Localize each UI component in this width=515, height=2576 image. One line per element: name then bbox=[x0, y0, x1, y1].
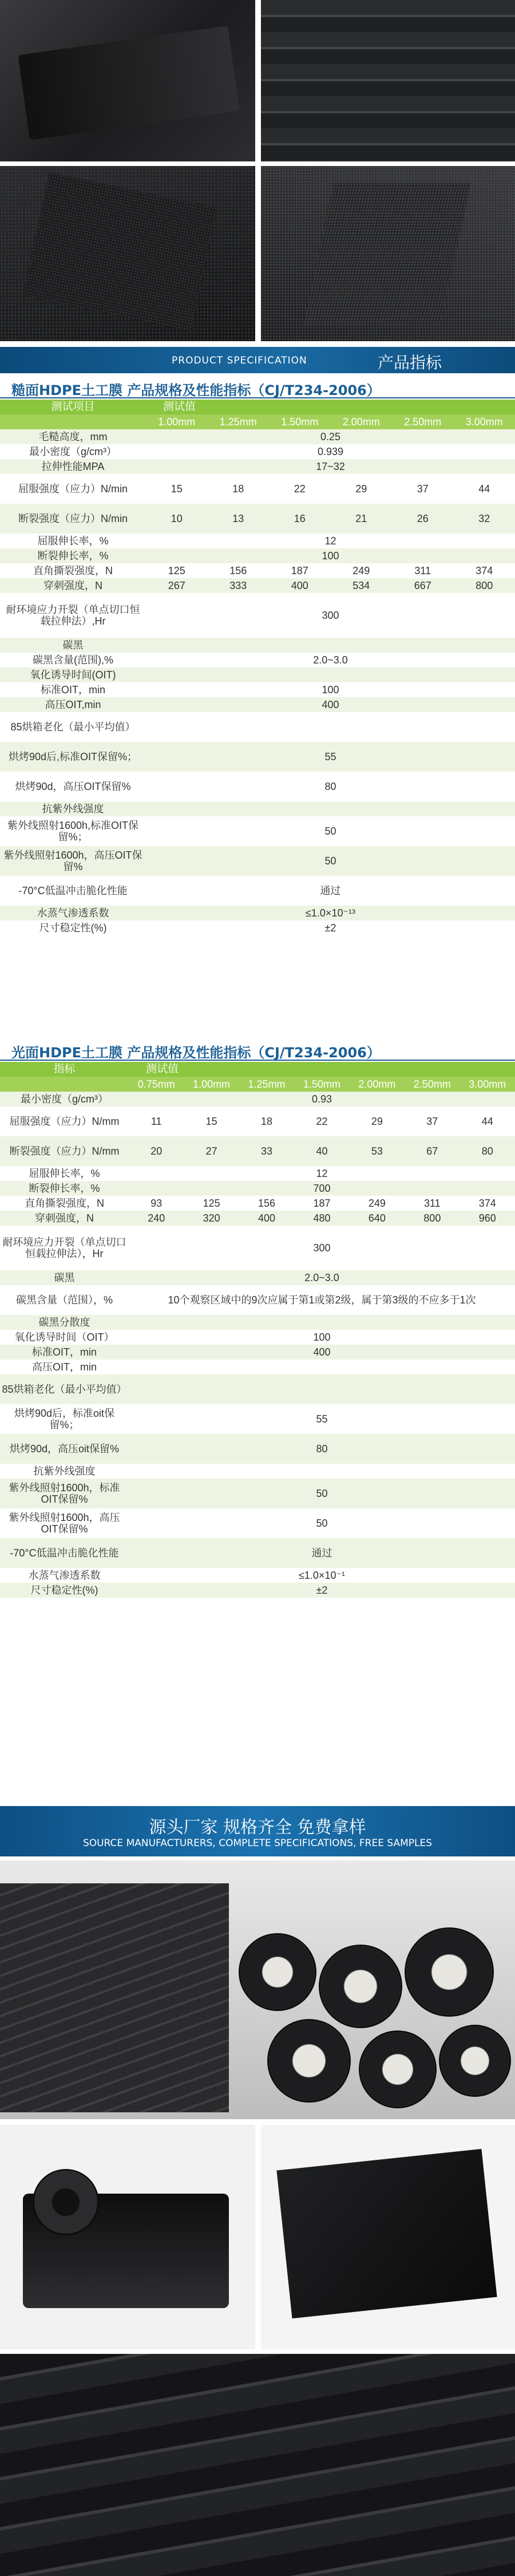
row-value-cell: 667 bbox=[392, 578, 454, 593]
row-label-cell: 断裂强度（应力）N/mm bbox=[0, 1136, 129, 1166]
row-value-cell: 26 bbox=[392, 504, 454, 534]
table-row bbox=[0, 816, 515, 846]
row-label-cell: 氧化诱导时间（OIT） bbox=[0, 1330, 129, 1345]
table-row bbox=[0, 444, 515, 459]
table-row bbox=[0, 548, 515, 563]
row-value-cell: 187 bbox=[294, 1196, 349, 1211]
row-value-cell: 15 bbox=[146, 474, 208, 504]
thickness-cell: 2.50mm bbox=[392, 414, 454, 429]
row-value-cell: 249 bbox=[331, 563, 393, 578]
warehouse-rolls-photo bbox=[0, 1860, 515, 2119]
row-span-cell bbox=[146, 667, 515, 682]
header-item-cell: 指标 bbox=[0, 1062, 129, 1077]
table-row bbox=[0, 1568, 515, 1583]
table-row bbox=[0, 920, 515, 935]
row-span-cell: ±2 bbox=[146, 920, 515, 935]
row-span-cell: ±2 bbox=[129, 1583, 515, 1598]
row-label-cell: 水蒸气渗透系数 bbox=[0, 906, 146, 920]
spec-banner-en: PRODUCT SPECIFICATION bbox=[172, 355, 307, 366]
product-spec-banner bbox=[0, 347, 515, 373]
table-row bbox=[0, 429, 515, 444]
table-row bbox=[0, 1464, 515, 1479]
row-value-cell: 18 bbox=[239, 1107, 294, 1136]
table-row bbox=[0, 697, 515, 712]
row-label-cell: 断裂强度（应力）N/min bbox=[0, 504, 146, 534]
row-label-cell: 耐环境应力开裂（单点切口恒载拉伸法）,Hr bbox=[0, 593, 146, 638]
table-row bbox=[0, 712, 515, 742]
table-row bbox=[0, 876, 515, 906]
row-label-cell: 断裂伸长率，% bbox=[0, 1181, 129, 1196]
header-item-cell: 测试项目 bbox=[0, 400, 146, 414]
textured-spec-table bbox=[0, 400, 515, 935]
row-span-cell: 17~32 bbox=[146, 459, 515, 474]
table-row bbox=[0, 1107, 515, 1136]
row-label-cell: 穿刺强度，N bbox=[0, 1211, 129, 1226]
table-row bbox=[0, 772, 515, 801]
row-span-cell: 0.25 bbox=[146, 429, 515, 444]
row-label-cell: 紫外线照射1600h,标准OIT保留%； bbox=[0, 816, 146, 846]
thickness-cell: 1.25mm bbox=[208, 414, 270, 429]
row-label-cell: 毛糙高度，mm bbox=[0, 429, 146, 444]
row-label-cell: 紫外线照射1600h，标准OIT保留% bbox=[0, 1479, 129, 1508]
row-span-cell: 400 bbox=[129, 1345, 515, 1360]
thickness-blank-cell bbox=[0, 414, 146, 429]
table-row bbox=[0, 638, 515, 653]
row-label-cell: 紫外线照射1600h，高压OIT保留% bbox=[0, 1508, 129, 1538]
row-span-cell bbox=[129, 1374, 515, 1404]
row-label-cell: -70°C低温冲击脆化性能 bbox=[0, 1538, 129, 1568]
row-value-cell: 125 bbox=[184, 1196, 239, 1211]
thickness-cell: 1.50mm bbox=[269, 414, 331, 429]
header-value-cell: 测试值 bbox=[146, 400, 515, 414]
row-span-cell: 0.93 bbox=[129, 1092, 515, 1107]
row-value-cell: 800 bbox=[405, 1211, 459, 1226]
row-label-cell: 屈服强度（应力）N/mm bbox=[0, 1107, 129, 1136]
row-value-cell: 800 bbox=[454, 578, 515, 593]
table-row bbox=[0, 578, 515, 593]
table2-title-row bbox=[0, 1038, 515, 1061]
row-span-cell: 80 bbox=[129, 1434, 515, 1464]
row-value-cell: 374 bbox=[454, 563, 515, 578]
row-label-cell: -70°C低温冲击脆化性能 bbox=[0, 876, 146, 906]
row-span-cell: 400 bbox=[146, 697, 515, 712]
row-value-cell: 480 bbox=[294, 1211, 349, 1226]
row-label-cell: 碳黑 bbox=[0, 638, 146, 653]
row-label-cell: 尺寸稳定性(%) bbox=[0, 1583, 129, 1598]
unrolled-sheet-photo bbox=[0, 2125, 255, 2349]
row-label-cell: 高压OIT，min bbox=[0, 1360, 129, 1374]
row-label-cell: 屈服伸长率，% bbox=[0, 1166, 129, 1181]
table-row bbox=[0, 1166, 515, 1181]
row-value-cell: 156 bbox=[239, 1196, 294, 1211]
row-value-cell: 22 bbox=[269, 474, 331, 504]
thickness-cell: 0.75mm bbox=[129, 1077, 184, 1092]
source-banner-zh: 源头厂家 规格齐全 免费拿样 bbox=[149, 1818, 366, 1838]
row-label-cell: 标准OIT，min bbox=[0, 682, 146, 697]
row-value-cell: 640 bbox=[350, 1211, 405, 1226]
row-label-cell: 烘烤90d后,标准OIT保留%； bbox=[0, 742, 146, 772]
row-value-cell: 33 bbox=[239, 1136, 294, 1166]
row-label-cell: 85烘箱老化（最小平均值） bbox=[0, 712, 146, 742]
row-label-cell: 直角撕裂强度，N bbox=[0, 563, 146, 578]
table-row bbox=[0, 1181, 515, 1196]
table-row bbox=[0, 1330, 515, 1345]
row-span-cell: 50 bbox=[129, 1508, 515, 1538]
row-value-cell: 400 bbox=[239, 1211, 294, 1226]
row-value-cell: 16 bbox=[269, 504, 331, 534]
row-span-cell bbox=[146, 801, 515, 816]
thickness-row bbox=[0, 1077, 515, 1092]
row-span-cell: 通过 bbox=[129, 1538, 515, 1568]
row-label-cell: 最小密度（g/cm³） bbox=[0, 444, 146, 459]
source-banner-en: SOURCE MANUFACTURERS, COMPLETE SPECIFICATIONS, FREE SAMPLES bbox=[82, 1838, 433, 1849]
row-value-cell: 37 bbox=[392, 474, 454, 504]
row-value-cell: 13 bbox=[208, 504, 270, 534]
row-span-cell: 10个观察区域中的9次应属于第1或第2级，属于第3级的不应多于1次 bbox=[129, 1285, 515, 1315]
row-span-cell bbox=[146, 712, 515, 742]
row-value-cell: 311 bbox=[392, 563, 454, 578]
row-span-cell: 55 bbox=[146, 742, 515, 772]
row-value-cell: 267 bbox=[146, 578, 208, 593]
table-row bbox=[0, 653, 515, 667]
table-row bbox=[0, 1374, 515, 1404]
table-row bbox=[0, 667, 515, 682]
row-label-cell: 烘烤90d，高压oit保留% bbox=[0, 1434, 129, 1464]
thickness-blank-cell bbox=[0, 1077, 129, 1092]
row-label-cell: 断裂伸长率，% bbox=[0, 548, 146, 563]
row-value-cell: 40 bbox=[294, 1136, 349, 1166]
row-value-cell: 37 bbox=[405, 1107, 459, 1136]
row-span-cell: ≤1.0×10⁻¹ bbox=[129, 1568, 515, 1583]
row-label-cell: 碳黑 bbox=[0, 1270, 129, 1285]
row-label-cell: 抗紫外线强度 bbox=[0, 801, 146, 816]
table-row bbox=[0, 1434, 515, 1464]
black-sheet-closeup-photo bbox=[261, 2125, 515, 2349]
row-value-cell: 240 bbox=[129, 1211, 184, 1226]
row-value-cell: 333 bbox=[208, 578, 270, 593]
geomembrane-rolls-photo bbox=[261, 0, 515, 161]
row-label-cell: 碳黑含量（范围），% bbox=[0, 1285, 129, 1315]
row-value-cell: 11 bbox=[129, 1107, 184, 1136]
row-label-cell: 屈服强度（应力）N/min bbox=[0, 474, 146, 504]
table-row bbox=[0, 459, 515, 474]
table-header-row bbox=[0, 400, 515, 414]
table-row bbox=[0, 682, 515, 697]
row-span-cell: 300 bbox=[146, 593, 515, 638]
row-label-cell: 最小密度（g/cm³） bbox=[0, 1092, 129, 1107]
thickness-cell: 3.00mm bbox=[460, 1077, 515, 1092]
row-value-cell: 125 bbox=[146, 563, 208, 578]
row-span-cell: 300 bbox=[129, 1226, 515, 1270]
row-span-cell: 700 bbox=[129, 1181, 515, 1196]
table-row bbox=[0, 801, 515, 816]
row-value-cell: 187 bbox=[269, 563, 331, 578]
thickness-cell: 1.50mm bbox=[294, 1077, 349, 1092]
table-row bbox=[0, 1285, 515, 1315]
thickness-cell: 1.00mm bbox=[184, 1077, 239, 1092]
row-label-cell: 85烘箱老化（最小平均值） bbox=[0, 1374, 129, 1404]
thickness-cell: 2.00mm bbox=[350, 1077, 405, 1092]
row-span-cell: 通过 bbox=[146, 876, 515, 906]
table-row bbox=[0, 534, 515, 548]
thickness-cell: 3.00mm bbox=[454, 414, 515, 429]
thickness-cell: 2.50mm bbox=[405, 1077, 459, 1092]
row-span-cell: 12 bbox=[129, 1166, 515, 1181]
table-row bbox=[0, 1583, 515, 1598]
thickness-cell: 1.25mm bbox=[239, 1077, 294, 1092]
row-value-cell: 18 bbox=[208, 474, 270, 504]
row-value-cell: 29 bbox=[350, 1107, 405, 1136]
table-header-row bbox=[0, 1062, 515, 1077]
table-row bbox=[0, 1404, 515, 1434]
row-label-cell: 紫外线照射1600h，高压OIT保留% bbox=[0, 846, 146, 876]
source-banner bbox=[0, 1806, 515, 1856]
header-value-cell: 测试值 bbox=[129, 1062, 515, 1077]
table-row bbox=[0, 1508, 515, 1538]
row-value-cell: 27 bbox=[184, 1136, 239, 1166]
geomembrane-sheet-photo bbox=[0, 0, 255, 161]
row-span-cell bbox=[129, 1315, 515, 1330]
row-value-cell: 374 bbox=[460, 1196, 515, 1211]
row-label-cell: 直角撕裂强度，N bbox=[0, 1196, 129, 1211]
spec-banner-zh: 产品指标 bbox=[378, 353, 442, 372]
row-value-cell: 44 bbox=[460, 1107, 515, 1136]
roll-stack-photo bbox=[0, 2354, 515, 2576]
table-row bbox=[0, 504, 515, 534]
row-span-cell: 2.0~3.0 bbox=[129, 1270, 515, 1285]
row-value-cell: 22 bbox=[294, 1107, 349, 1136]
textured-fold-photo bbox=[261, 166, 515, 341]
row-label-cell: 尺寸稳定性(%) bbox=[0, 920, 146, 935]
row-span-cell: 80 bbox=[146, 772, 515, 801]
row-label-cell: 碳黑分散度 bbox=[0, 1315, 129, 1330]
row-value-cell: 156 bbox=[208, 563, 270, 578]
table-row bbox=[0, 1360, 515, 1374]
table-row bbox=[0, 593, 515, 638]
row-span-cell: 50 bbox=[146, 816, 515, 846]
thickness-row bbox=[0, 414, 515, 429]
table-row bbox=[0, 474, 515, 504]
row-span-cell: 100 bbox=[146, 548, 515, 563]
row-value-cell: 311 bbox=[405, 1196, 459, 1211]
row-span-cell: 0.939 bbox=[146, 444, 515, 459]
table-row bbox=[0, 1226, 515, 1270]
table-row bbox=[0, 1270, 515, 1285]
row-value-cell: 400 bbox=[269, 578, 331, 593]
row-label-cell: 拉伸性能MPA bbox=[0, 459, 146, 474]
row-span-cell: 50 bbox=[129, 1479, 515, 1508]
row-label-cell: 屈服伸长率，% bbox=[0, 534, 146, 548]
table-row bbox=[0, 1315, 515, 1330]
table1-title: 糙面HDPE土工膜 产品规格及性能指标（CJ/T234-2006） bbox=[11, 382, 381, 398]
row-value-cell: 960 bbox=[460, 1211, 515, 1226]
row-value-cell: 320 bbox=[184, 1211, 239, 1226]
textured-sheet-photo bbox=[0, 166, 255, 341]
row-span-cell: 50 bbox=[146, 846, 515, 876]
row-value-cell: 20 bbox=[129, 1136, 184, 1166]
row-label-cell: 水蒸气渗透系数 bbox=[0, 1568, 129, 1583]
row-value-cell: 67 bbox=[405, 1136, 459, 1166]
thickness-cell: 1.00mm bbox=[146, 414, 208, 429]
table-row bbox=[0, 846, 515, 876]
table1-title-row bbox=[0, 376, 515, 398]
row-value-cell: 21 bbox=[331, 504, 393, 534]
row-label-cell: 烘烤90d后，标准oit保留%； bbox=[0, 1404, 129, 1434]
table-row bbox=[0, 742, 515, 772]
table-row bbox=[0, 1136, 515, 1166]
row-label-cell: 烘烤90d，高压OIT保留% bbox=[0, 772, 146, 801]
row-value-cell: 15 bbox=[184, 1107, 239, 1136]
row-value-cell: 93 bbox=[129, 1196, 184, 1211]
row-label-cell: 穿刺强度，N bbox=[0, 578, 146, 593]
row-value-cell: 534 bbox=[331, 578, 393, 593]
row-value-cell: 249 bbox=[350, 1196, 405, 1211]
thickness-cell: 2.00mm bbox=[331, 414, 393, 429]
row-span-cell bbox=[129, 1464, 515, 1479]
row-label-cell: 标准OIT，min bbox=[0, 1345, 129, 1360]
row-value-cell: 32 bbox=[454, 504, 515, 534]
row-value-cell: 53 bbox=[350, 1136, 405, 1166]
row-span-cell: ≤1.0×10⁻¹³ bbox=[146, 906, 515, 920]
row-value-cell: 44 bbox=[454, 474, 515, 504]
row-label-cell: 高压OIT,min bbox=[0, 697, 146, 712]
smooth-spec-table bbox=[0, 1062, 515, 1598]
table-row bbox=[0, 1538, 515, 1568]
row-span-cell: 100 bbox=[129, 1330, 515, 1345]
row-label-cell: 耐环境应力开裂（单点切口恒载拉伸法），Hr bbox=[0, 1226, 129, 1270]
row-span-cell: 12 bbox=[146, 534, 515, 548]
row-label-cell: 氧化诱导时间(OIT) bbox=[0, 667, 146, 682]
row-span-cell: 55 bbox=[129, 1404, 515, 1434]
row-span-cell: 100 bbox=[146, 682, 515, 697]
table2-title: 光面HDPE土工膜 产品规格及性能指标（CJ/T234-2006） bbox=[11, 1045, 381, 1061]
table-row bbox=[0, 1092, 515, 1107]
row-label-cell: 碳黑含量(范围),% bbox=[0, 653, 146, 667]
table-row bbox=[0, 1196, 515, 1211]
table-row bbox=[0, 1345, 515, 1360]
table-row bbox=[0, 1211, 515, 1226]
row-span-cell bbox=[129, 1360, 515, 1374]
row-value-cell: 29 bbox=[331, 474, 393, 504]
table-row bbox=[0, 1479, 515, 1508]
row-label-cell: 抗紫外线强度 bbox=[0, 1464, 129, 1479]
row-value-cell: 10 bbox=[146, 504, 208, 534]
table-row bbox=[0, 906, 515, 920]
row-span-cell bbox=[146, 638, 515, 653]
table-row bbox=[0, 563, 515, 578]
row-value-cell: 80 bbox=[460, 1136, 515, 1166]
row-span-cell: 2.0~3.0 bbox=[146, 653, 515, 667]
